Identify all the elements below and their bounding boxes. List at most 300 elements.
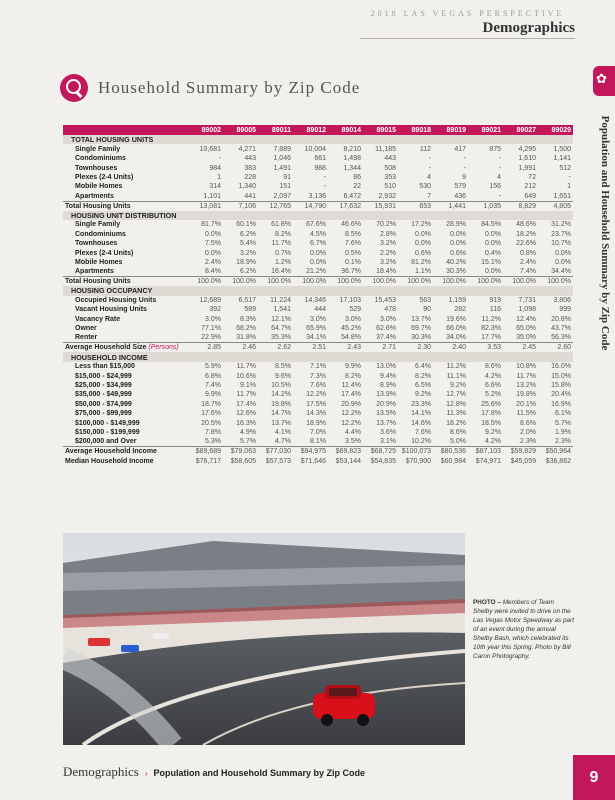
table-cell (538, 211, 573, 220)
table-cell: 15.1% (481, 259, 501, 267)
table-cell: 563 (419, 296, 431, 304)
table-cell: 11.7% (271, 240, 291, 248)
footer-section: Demographics (63, 764, 139, 779)
table-row-label (63, 437, 188, 447)
table-cell: 443 (244, 155, 256, 163)
table-row-label (63, 192, 188, 202)
zip-header: 89002 (188, 125, 223, 135)
table-row-label (63, 371, 188, 380)
table-cell: 12.6% (236, 410, 256, 418)
table-row (63, 163, 573, 172)
table-cell: 9.4% (380, 372, 396, 380)
table-cell (223, 135, 258, 144)
table-cell (363, 211, 398, 220)
table-cell: 0.0% (415, 240, 431, 248)
table-cell: 11.2% (481, 315, 501, 323)
row-label-text: HOUSING OCCUPANCY (71, 286, 153, 296)
row-label-text: HOUSING UNIT DISTRIBUTION (71, 210, 177, 220)
table-cell: $68,725 (370, 448, 396, 456)
table-cell: 19.8% (271, 400, 291, 408)
table-cell: 6.1% (555, 410, 571, 418)
table-cell: 100.0% (197, 278, 221, 286)
table-row (63, 182, 573, 191)
table-cell: 16.0% (551, 363, 571, 371)
table-cell: 14.1% (411, 410, 431, 418)
table-row-label (63, 296, 188, 305)
table-cell: 13.9% (376, 391, 396, 399)
table-cell: 34.4% (538, 267, 573, 277)
table-cell: $45,059 (510, 457, 536, 465)
table-cell: 7.6% (345, 240, 361, 248)
table-cell: 10.6% (236, 372, 256, 380)
table-cell: 100.0% (267, 278, 291, 286)
row-label-text: Plexes (2-4 Units) (75, 249, 134, 257)
row-label-text: Vacancy Rate (75, 315, 121, 323)
table-cell: 14,346 (304, 296, 326, 304)
zip-header-blank (63, 125, 188, 135)
table-cell: 100.0% (337, 278, 361, 286)
table-cell: 16.9% (551, 400, 571, 408)
table-row-label (63, 239, 188, 248)
row-label-text: Less than $15,000 (75, 363, 135, 371)
caption-lead: PHOTO – (473, 599, 501, 606)
table-cell (363, 135, 398, 144)
table-cell: 988 (314, 164, 326, 172)
table-cell (398, 286, 433, 295)
section-header-row (63, 135, 573, 144)
table-cell: 3.5% (328, 437, 363, 447)
table-cell (223, 211, 258, 220)
table-cell: $100,073 (401, 448, 431, 456)
table-cell: 70.2% (376, 221, 396, 229)
table-cell: 68.2% (236, 325, 256, 333)
table-cell: 6,517 (238, 296, 256, 304)
table-cell: 12,765 (269, 202, 291, 210)
table-cell: 28.9% (446, 221, 466, 229)
table-row-label (63, 182, 188, 191)
table-cell: 2.71 (382, 344, 396, 352)
table-cell: $53,144 (335, 457, 361, 465)
table-cell: 11.7% (236, 391, 256, 399)
table-cell: 13.2% (516, 381, 536, 389)
table-cell: 8.9% (380, 381, 396, 389)
section-title: Household Summary by Zip Code (98, 78, 361, 97)
table-cell: 0.8% (520, 249, 536, 257)
table-row-label (63, 154, 188, 163)
table-cell: 512 (559, 164, 571, 172)
table-row (63, 428, 573, 437)
table-cell: $36,862 (545, 457, 571, 465)
table-row-label (63, 267, 188, 277)
table-row (63, 315, 573, 324)
table-row (63, 173, 573, 182)
table-cell: 84.5% (481, 221, 501, 229)
table-cell: 436 (433, 192, 468, 202)
table-cell: 40.2% (446, 259, 466, 267)
zip-header: 89021 (468, 125, 503, 135)
table-cell: 10.2% (398, 437, 433, 447)
total-row (63, 201, 573, 211)
table-cell: $70,900 (405, 457, 431, 465)
table-row (63, 437, 573, 447)
table-cell: 3.1% (363, 437, 398, 447)
table-cell: 4.2% (485, 372, 501, 380)
table-row-label (63, 381, 188, 390)
table-cell: 2.45 (522, 344, 536, 352)
table-cell: 5.9% (205, 363, 221, 371)
flower-tab-icon (593, 66, 615, 96)
page-number: 9 (573, 755, 615, 800)
table-cell (258, 211, 293, 220)
table-cell: 12.2% (341, 419, 361, 427)
table-cell: 508 (384, 164, 396, 172)
table-cell: 13.5% (376, 410, 396, 418)
table-cell: 15.8% (551, 381, 571, 389)
table-cell (398, 352, 433, 361)
zip-header: 89012 (293, 125, 328, 135)
table-cell: 6.4% (415, 363, 431, 371)
row-label-text: Mobile Homes (75, 183, 123, 191)
table-cell (503, 211, 538, 220)
table-cell: 18.7% (201, 400, 221, 408)
table-cell: 530 (419, 183, 431, 191)
total-row (63, 456, 573, 465)
row-label-text: Vacant Housing Units (75, 306, 147, 314)
table-cell: 919 (489, 296, 501, 304)
table-cell: 91 (283, 173, 291, 181)
zip-header: 89015 (363, 125, 398, 135)
chapter-title: Demographics (482, 20, 575, 36)
table-cell: 2.40 (452, 344, 466, 352)
table-row-label (63, 258, 188, 267)
table-cell: 0.0% (555, 249, 571, 257)
table-row-label (63, 248, 188, 257)
table-row-label (63, 362, 188, 371)
table-cell: 1 (567, 183, 571, 191)
table-cell: $59,829 (510, 448, 536, 456)
page-heading (60, 74, 360, 102)
table-cell: 2,097 (258, 192, 293, 202)
table-cell: 17.5% (306, 400, 326, 408)
table-cell: 17,632 (339, 202, 361, 210)
table-cell: 2.51 (312, 344, 326, 352)
row-label-text: $100,000 - $149,999 (75, 419, 140, 427)
row-label-text: $200,000 and Over (75, 438, 137, 446)
table-cell: 30.3% (433, 267, 468, 277)
table-cell: 61.8% (271, 221, 291, 229)
row-label-text: Owner (75, 325, 97, 333)
table-cell: 6.6% (485, 381, 501, 389)
table-cell: 12.2% (306, 391, 326, 399)
table-cell: 4 (497, 173, 501, 181)
table-cell: 2.3% (538, 437, 573, 447)
table-cell: - (428, 164, 431, 172)
table-cell: 1,141 (553, 155, 571, 163)
table-cell: 9 (462, 173, 466, 181)
table-cell: 6,472 (328, 192, 363, 202)
table-cell: 2,932 (363, 192, 398, 202)
table-cell: 43.7% (551, 325, 571, 333)
table-cell: 30.3% (398, 333, 433, 343)
table-row-label (63, 163, 188, 172)
table-cell: $79,063 (230, 448, 256, 456)
zip-header-row (63, 125, 573, 135)
table-cell (503, 135, 538, 144)
row-label-text: Occupied Housing Units (75, 296, 157, 304)
table-cell: 228 (244, 173, 256, 181)
total-row (63, 447, 573, 457)
table-cell: 9.2% (450, 381, 466, 389)
table-cell (398, 135, 433, 144)
table-cell: 4.1% (275, 429, 291, 437)
table-row (63, 324, 573, 333)
table-cell: 2.4% (520, 259, 536, 267)
page-footer (63, 764, 365, 780)
zip-header: 89005 (223, 125, 258, 135)
table-cell: 18.4% (363, 267, 398, 277)
table-cell (538, 135, 573, 144)
table-cell: 14.6% (411, 419, 431, 427)
table-cell: 16.3% (236, 419, 256, 427)
table-cell: 3,806 (553, 296, 571, 304)
table-cell: 1,035 (483, 202, 501, 210)
table-row (63, 144, 573, 153)
table-cell: 6.5% (415, 381, 431, 389)
table-cell: $50,964 (545, 448, 571, 456)
table-cell: 2.8% (380, 230, 396, 238)
table-cell: 20.4% (551, 391, 571, 399)
table-cell: 4.7% (258, 437, 293, 447)
table-cell (363, 286, 398, 295)
table-cell: 510 (384, 183, 396, 191)
row-label-text: Renter (75, 334, 98, 342)
table-cell: 25.6% (481, 400, 501, 408)
table-cell: 54.8% (328, 333, 363, 343)
table-cell: 2.43 (347, 344, 361, 352)
footer-arrow-icon: › (144, 769, 148, 778)
table-cell: 46.6% (341, 221, 361, 229)
table-cell: 1,491 (273, 164, 291, 172)
table-cell: 34.0% (433, 333, 468, 343)
table-cell: 65.9% (306, 325, 326, 333)
table-cell: 8.6% (450, 429, 466, 437)
table-cell: 875 (489, 145, 501, 153)
table-cell: 3.0% (205, 315, 221, 323)
table-cell (363, 352, 398, 361)
table-cell (328, 286, 363, 295)
table-cell: 15,931 (374, 202, 396, 210)
table-cell: 66.0% (446, 325, 466, 333)
table-cell: 6.7% (310, 240, 326, 248)
table-cell: 0.0% (310, 259, 326, 267)
table-cell: 4.5% (310, 230, 326, 238)
table-cell: 1,340 (238, 183, 256, 191)
table-row-label (63, 220, 188, 229)
table-cell: 56.3% (538, 333, 573, 343)
table-cell: 8.5% (345, 230, 361, 238)
zip-header: 89014 (328, 125, 363, 135)
table-cell: $74,971 (475, 457, 501, 465)
table-cell: 20.1% (516, 400, 536, 408)
table-body (63, 135, 573, 466)
table-cell: 62.6% (376, 325, 396, 333)
table-cell: 2.4% (205, 259, 221, 267)
table-row-label (63, 173, 188, 182)
table-cell: 9.6% (275, 372, 291, 380)
table-cell: 5.4% (240, 240, 256, 248)
table-cell: 0.0% (205, 249, 221, 257)
table-cell: 69.7% (411, 325, 431, 333)
table-cell: 22.9% (188, 333, 223, 343)
table-cell: 6.8% (205, 372, 221, 380)
row-label-text: Total Housing Units (65, 202, 131, 210)
table-cell (293, 211, 328, 220)
table-row-label (63, 324, 188, 333)
table-cell: $76,717 (195, 457, 221, 465)
table-cell: 1,101 (188, 192, 223, 202)
row-label-text: $150,000 - $199,999 (75, 429, 140, 437)
table-cell: 5.7% (223, 437, 258, 447)
table-cell: 1 (217, 173, 221, 181)
table-cell: 12.8% (446, 400, 466, 408)
table-cell: 100.0% (547, 278, 571, 286)
table-cell (258, 352, 293, 361)
table-cell (258, 135, 293, 144)
table-cell: 383 (244, 164, 256, 172)
table-cell: 7.6% (310, 381, 326, 389)
row-label-text: Apartments (75, 192, 114, 200)
table-cell: $94,975 (300, 448, 326, 456)
table-cell: $71,646 (300, 457, 326, 465)
row-label-text: Condominiums (75, 155, 126, 163)
row-label-text: Average Household Size (65, 344, 147, 352)
table-cell: 7,106 (238, 202, 256, 210)
row-label-text: Median Household Income (65, 457, 154, 465)
table-cell: - (568, 173, 571, 181)
table-cell: 17.4% (236, 400, 256, 408)
total-row-label (63, 277, 188, 287)
table-row (63, 258, 573, 267)
table-cell: $54,835 (370, 457, 396, 465)
table-cell: 2.85 (207, 344, 221, 352)
table-cell: 11.1% (446, 372, 466, 380)
table-cell (468, 352, 503, 361)
table-cell: 13.7% (376, 419, 396, 427)
table-cell: 17.6% (201, 410, 221, 418)
table-row (63, 362, 573, 371)
household-summary-table (63, 125, 573, 466)
table-cell: 0.7% (275, 249, 291, 257)
table-row (63, 267, 573, 277)
table-cell: $69,823 (335, 448, 361, 456)
table-cell: $89,689 (195, 448, 221, 456)
table-cell: 3.0% (345, 315, 361, 323)
table-cell: 100.0% (407, 278, 431, 286)
table-cell: 2.30 (417, 344, 431, 352)
table-cell: 22 (353, 183, 361, 191)
table-cell: $60,984 (440, 457, 466, 465)
zip-header: 89011 (258, 125, 293, 135)
table-cell: 1,651 (538, 192, 573, 202)
table-row (63, 409, 573, 418)
table-cell: 2.2% (380, 249, 396, 257)
table-row (63, 390, 573, 399)
table-cell: 0.0% (450, 240, 466, 248)
table-cell: 7,889 (273, 145, 291, 153)
table-cell: 18.2% (446, 419, 466, 427)
magnifier-icon (60, 74, 88, 102)
row-label-text: Condominiums (75, 230, 126, 238)
table-cell: 11.7% (236, 363, 256, 371)
table-cell: 1.2% (275, 259, 291, 267)
table-cell (328, 135, 363, 144)
table-cell: 3,136 (293, 192, 328, 202)
section-header-row-label (63, 211, 188, 220)
table-cell: 441 (223, 192, 258, 202)
table-cell: 0.4% (485, 249, 501, 257)
table-cell: 14,790 (304, 202, 326, 210)
table-cell: 0.5% (345, 249, 361, 257)
table-cell: 36.7% (328, 267, 363, 277)
table-cell: 1,991 (518, 164, 536, 172)
table-cell: 86 (353, 173, 361, 181)
table-cell: 282 (454, 306, 466, 314)
table-cell: 8.5% (275, 363, 291, 371)
section-header-row-label (63, 135, 188, 144)
table-row (63, 296, 573, 305)
table-cell: 392 (209, 306, 221, 314)
row-label-text: $35,000 - $49,999 (75, 391, 132, 399)
table-cell: 661 (314, 155, 326, 163)
table-cell: 116 (489, 306, 501, 314)
table-cell: 112 (419, 145, 431, 153)
table-cell: 8.2% (415, 372, 431, 380)
table-cell: 77.1% (201, 325, 221, 333)
table-cell: 10,681 (199, 145, 221, 153)
table-cell: 0.0% (468, 267, 503, 277)
table-cell: 1,498 (343, 155, 361, 163)
table-cell: 35.0% (503, 333, 538, 343)
table-row-label (63, 390, 188, 399)
table-cell: 1,344 (343, 164, 361, 172)
table-cell: 8.3% (240, 315, 256, 323)
table-cell: - (468, 192, 503, 202)
table-cell: 48.6% (516, 221, 536, 229)
table-cell: 8.6% (485, 363, 501, 371)
table-cell: 100.0% (512, 278, 536, 286)
table-cell: 9.9% (345, 363, 361, 371)
table-cell: 13.0% (376, 363, 396, 371)
table-cell: 20.5% (201, 419, 221, 427)
table-cell: 984 (209, 164, 221, 172)
section-header-row-label (63, 286, 188, 295)
table-cell: 417 (454, 145, 466, 153)
table-cell (398, 211, 433, 220)
table-cell: $87,103 (475, 448, 501, 456)
table-cell: 579 (454, 183, 466, 191)
table-cell: 11,185 (375, 145, 396, 153)
table-cell: - (323, 173, 326, 181)
table-row (63, 154, 573, 163)
total-row (63, 343, 573, 353)
table-cell: 0.0% (485, 230, 501, 238)
row-label-text: TOTAL HOUSING UNITS (71, 135, 154, 145)
zip-header: 89018 (398, 125, 433, 135)
table-cell: 100.0% (372, 278, 396, 286)
table-cell: 653 (419, 202, 431, 210)
table-row (63, 220, 573, 229)
table-cell: 7,731 (518, 296, 536, 304)
